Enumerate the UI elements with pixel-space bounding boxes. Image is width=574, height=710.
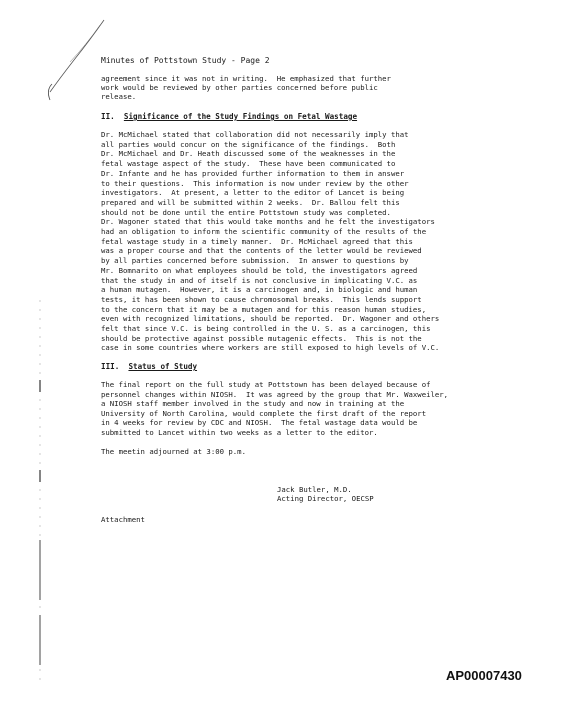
body-text-line: should not be done until the entire Pottstown study was completed. <box>101 207 391 217</box>
body-text-line: investigators. At present, a letter to the editor of Lancet is being <box>101 188 405 198</box>
body-text-line: case in some countries where workers are still exposed to high levels of V.C. <box>101 343 440 353</box>
body-text-line: Dr. McMichael stated that collaboration did not necessarily imply that <box>101 130 409 139</box>
body-text-line: fetal wastage aspect of the study. These have been communicated to <box>101 159 396 169</box>
body-text-line: personnel changes within NIOSH. It was agreed by the group that Mr. Waxweiler, <box>101 389 449 399</box>
attachment-label: Attachment <box>101 515 145 524</box>
section-title: Status of Study <box>128 362 198 371</box>
page-header: Minutes of Pottstown Study - Page 2 <box>101 56 270 65</box>
body-text-line: even with recognized limitations, should be reported. Dr. Wagoner and others <box>101 314 440 324</box>
body-text-line: Mr. Bomnarito on what employees should be told, the investigators agreed <box>101 265 418 275</box>
body-text-line: that the study in and of itself is not conclusive in implicating V.C. as <box>101 275 418 285</box>
body-text-line: a NIOSH staff member involved in the study and now in training at the <box>101 399 405 409</box>
signature-title: Acting Director, OECSP <box>277 494 374 503</box>
closing-line: The meetin adjourned at 3:00 p.m. <box>101 447 246 456</box>
continuation-line: agreement since it was not in writing. He emphasized that further <box>101 74 391 83</box>
section-heading-significance <box>101 113 357 122</box>
body-text-line: to the concern that it may be a mutagen and for this reason human studies, <box>101 304 427 314</box>
body-text-line: had an obligation to inform the scientific community of the results of the <box>101 227 427 236</box>
body-text-line: Dr. Infante and he has provided further information to them in answer <box>101 168 405 178</box>
body-text-line: submitted to Lancet within two weeks as a letter to the editor. <box>101 428 378 437</box>
body-text-line: by all parties concerned before submission. In answer to questions by <box>101 256 409 266</box>
section-number: II. <box>101 112 115 121</box>
section-heading-status <box>101 363 197 372</box>
section-number: III. <box>101 362 120 371</box>
body-text-line: fetal wastage study in a timely manner. Dr. McMichael agreed that this <box>101 236 413 246</box>
body-text-line: The final report on the full study at Pottstown has been delayed because of <box>101 380 431 389</box>
body-text-line: was a proper course and that the contents of the letter would be reviewed <box>101 246 422 256</box>
body-text-line: in 4 weeks for review by CDC and NIOSH. The fetal wastage data would be <box>101 418 418 428</box>
body-text-line: felt that since V.C. is being controlled in the U. S. as a carcinogen, this <box>101 324 431 333</box>
body-text-line: all parties would concur on the significance of the findings. Both <box>101 139 396 149</box>
section-title: Significance of the Study Findings on Fetal Wastage <box>123 112 358 121</box>
body-text-line: Dr. McMichael and Dr. Heath discussed some of the weaknesses in the <box>101 149 396 159</box>
body-text-line: Dr. Wagoner stated that this would take months and he felt the investigators <box>101 217 435 227</box>
body-text-line: to their questions. This information is now under review by the other <box>101 178 409 188</box>
body-text-line: prepared and will be submitted within 2 weeks. Dr. Ballou felt this <box>101 197 400 207</box>
continuation-line: release. <box>101 92 137 101</box>
bates-number: AP00007430 <box>446 668 522 683</box>
body-text-line: University of North Carolina, would complete the first draft of the report <box>101 408 427 418</box>
body-text-line: should be protective against possible mutagenic effects. This is not the <box>101 333 422 343</box>
body-text-line: a human mutagen. However, it is a carcinogen and, in biologic and human <box>101 285 418 295</box>
body-text-line: tests, it has been shown to cause chromosomal breaks. This lends support <box>101 294 422 304</box>
signature-name: Jack Butler, M.D. <box>277 485 352 494</box>
continuation-line: work would be reviewed by other parties concerned before public <box>101 83 378 92</box>
